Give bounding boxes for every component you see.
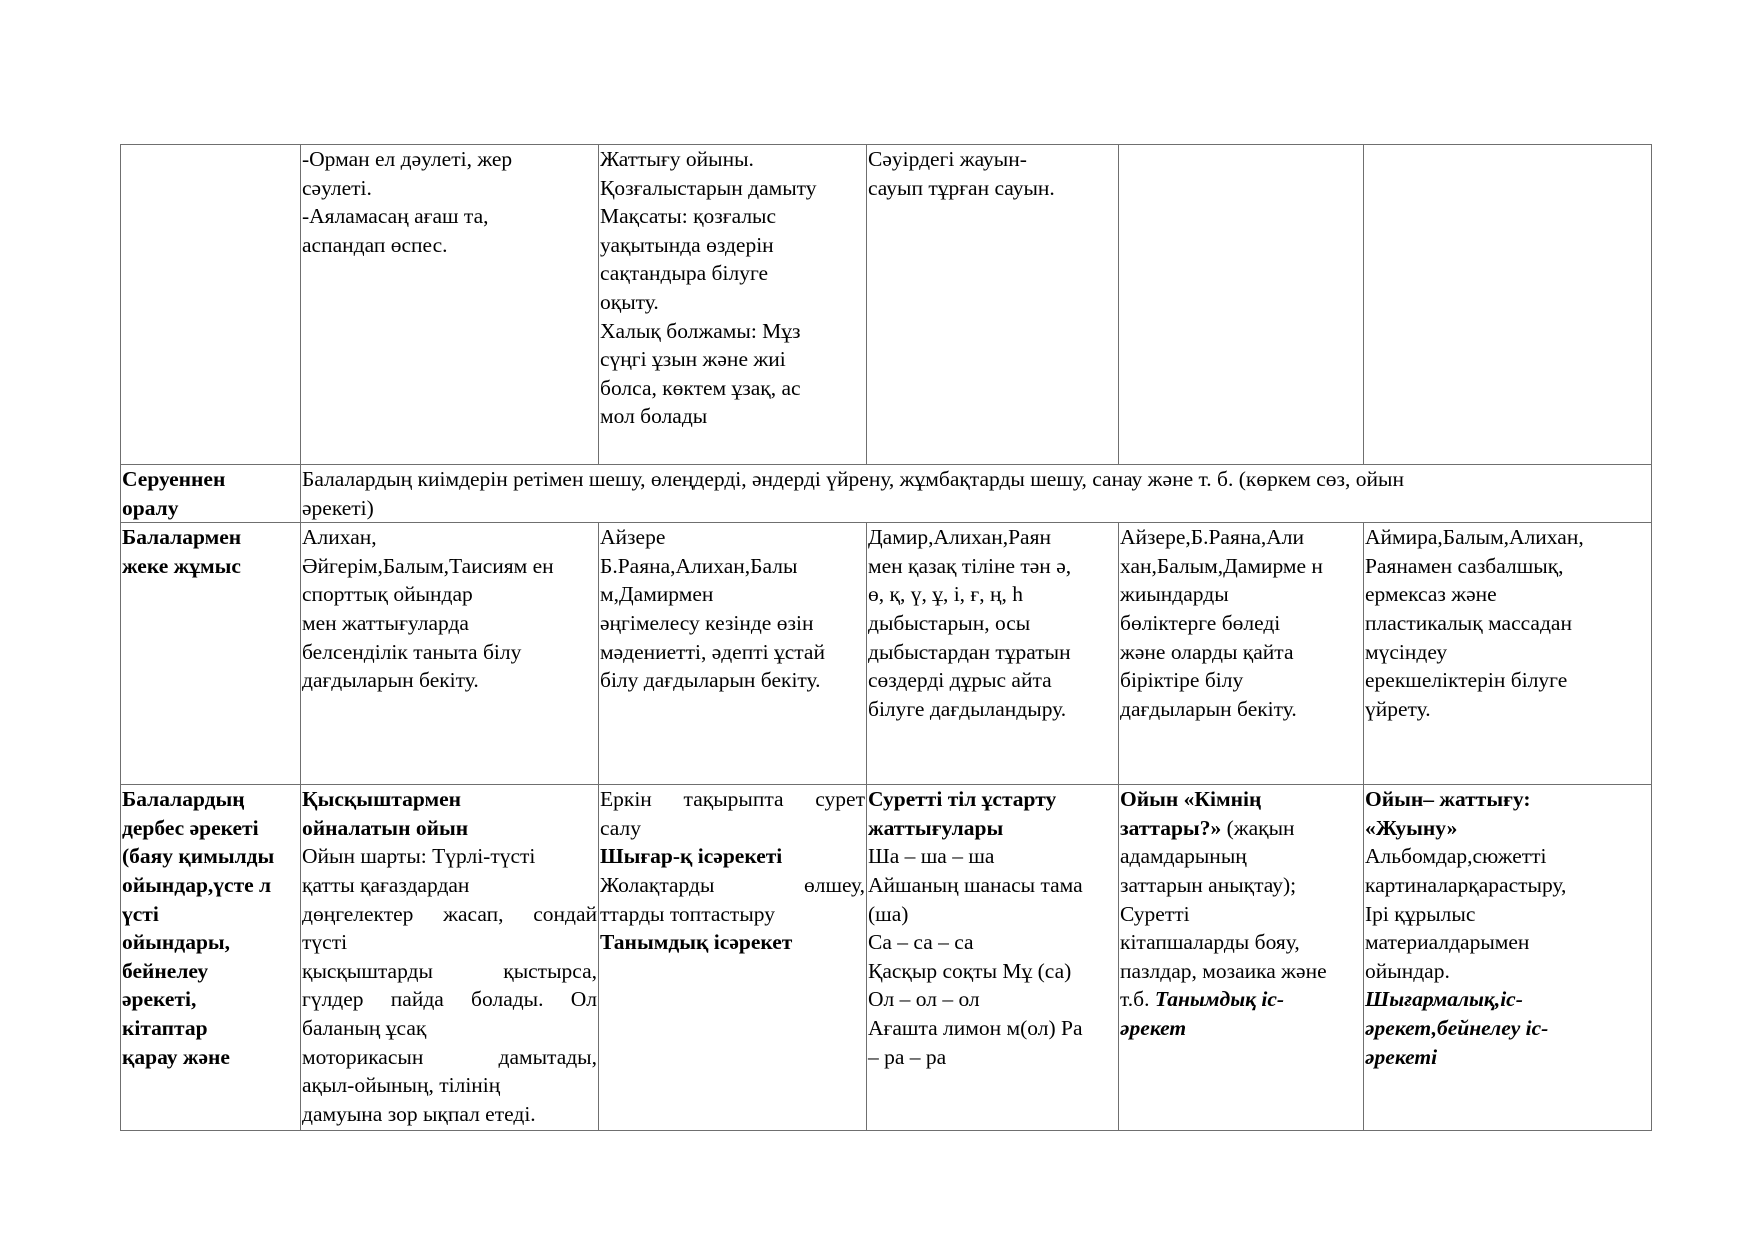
text-line: заттарын анықтау); bbox=[1120, 872, 1297, 897]
text-line: Жолақтарды өлшеу, bbox=[600, 872, 865, 897]
text-line: ойындар,үсте л bbox=[122, 872, 272, 897]
text-line: Алихан, bbox=[302, 525, 377, 550]
walk-empty-cell bbox=[1364, 145, 1652, 465]
text-line: білу дағдыларын бекіту. bbox=[600, 668, 821, 693]
text-line: Еркін тақырыпта сурет bbox=[600, 787, 865, 812]
walk-empty-cell bbox=[1119, 145, 1364, 465]
text-line: моторикасын дамытады, bbox=[302, 1044, 597, 1069]
activity-title: жаттығулары bbox=[868, 815, 1004, 840]
individual-tuesday-cell bbox=[599, 523, 867, 785]
walk-exercise-cell bbox=[599, 145, 867, 465]
text-line: Са – са – са bbox=[868, 930, 974, 955]
text-line: Айзере bbox=[600, 525, 666, 550]
walk-row bbox=[121, 145, 1652, 465]
text-line: уақытында өздерін bbox=[600, 232, 774, 257]
text-line: Қасқыр соқты Мұ (са) bbox=[868, 958, 1072, 983]
text-line: Сәуірдегі жауын- bbox=[868, 147, 1027, 171]
text-line: салу bbox=[600, 815, 642, 840]
text-line: жиындарды bbox=[1120, 582, 1229, 607]
text-line: қарау және bbox=[122, 1044, 230, 1069]
text-line: қысқыштарды қыстырса, bbox=[302, 958, 597, 983]
text-line: оқыту. bbox=[600, 289, 659, 314]
independent-monday-cell bbox=[301, 785, 599, 1131]
walk-riddle-cell bbox=[867, 145, 1119, 465]
text-line: (ша) bbox=[868, 901, 909, 926]
text-line: Б.Раяна,Алихан,Балы bbox=[600, 553, 798, 578]
walk-label-cell bbox=[121, 145, 301, 465]
text-line: -Аяламасаң ағаш та, bbox=[302, 204, 489, 229]
text-line: сақтандыра білуге bbox=[600, 261, 769, 286]
text-line: мәдениетті, әдепті ұстай bbox=[600, 639, 825, 664]
text-line: үсті bbox=[122, 901, 159, 926]
text-line: пластикалық массадан bbox=[1365, 610, 1572, 635]
text-line: дағдыларын бекіту. bbox=[302, 668, 479, 693]
activity-title: Танымдық ісәрекет bbox=[600, 930, 793, 955]
text-line: м,Дамирмен bbox=[600, 582, 714, 607]
text-line: адамдарының bbox=[1120, 844, 1247, 869]
text-line: спорттық ойындар bbox=[302, 582, 473, 607]
text-line: сауып тұрған сауын. bbox=[868, 175, 1055, 200]
text-line: Ағашта лимон м(ол) Ра bbox=[868, 1015, 1083, 1040]
return-label-cell bbox=[121, 465, 301, 523]
text-line: Аймира,Балым,Алихан, bbox=[1365, 525, 1584, 550]
text-line: Айшаның шанасы тама bbox=[868, 872, 1083, 897]
text-line: Жаттығу ойыны. bbox=[600, 147, 754, 171]
text-line: баланың ұсақ bbox=[302, 1015, 427, 1040]
text-line: Суретті bbox=[1120, 901, 1190, 926]
activity-title: Қысқыштармен bbox=[302, 787, 462, 812]
text-line: ерекшеліктерін білуге bbox=[1365, 668, 1568, 693]
text-line: Айзере,Б.Раяна,Али bbox=[1120, 525, 1305, 550]
text-line: мен қазақ тіліне тән ә, bbox=[868, 553, 1072, 578]
text-line: Дамир,Алихан,Раян bbox=[868, 525, 1051, 550]
text-line: оралу bbox=[122, 495, 179, 520]
text-line: дамуына зор ықпал етеді. bbox=[302, 1101, 536, 1126]
text-line: дағдыларын бекіту. bbox=[1120, 696, 1297, 721]
text-line: болса, көктем ұзақ, ас bbox=[600, 375, 801, 400]
text-line: Әйгерім,Балым,Таисиям ен bbox=[302, 553, 554, 578]
text-line: белсенділік таныта білу bbox=[302, 639, 522, 664]
text-line: Халық болжамы: Мұз bbox=[600, 318, 801, 343]
individual-monday-cell bbox=[301, 523, 599, 785]
text-line: қатты қағаздардан bbox=[302, 872, 470, 897]
individual-label-cell bbox=[121, 523, 301, 785]
text-line: ойындары, bbox=[122, 930, 231, 955]
text-line: Ол – ол – ол bbox=[868, 987, 980, 1012]
text-line: білуге дағдыландыру. bbox=[868, 696, 1067, 721]
independent-thursday-cell bbox=[1119, 785, 1364, 1131]
text-line: – ра – ра bbox=[868, 1044, 947, 1069]
text-line: бөліктерге бөледі bbox=[1120, 610, 1281, 635]
text-line: ө, қ, ү, ұ, і, ғ, ң, һ bbox=[868, 582, 1023, 607]
activity-title: ойналатын ойын bbox=[302, 815, 469, 840]
text-line: Балалармен bbox=[122, 525, 242, 550]
activity-type: Шығармалық,іс- bbox=[1365, 987, 1523, 1012]
text-line: т.б. bbox=[1120, 987, 1155, 1012]
text-line: сөздерді дұрыс айта bbox=[868, 668, 1052, 693]
individual-friday-cell bbox=[1364, 523, 1652, 785]
text-line: түсті bbox=[302, 930, 348, 955]
text-line: Ірі құрылыс bbox=[1365, 901, 1476, 926]
activity-title: Ойын «Кімнің bbox=[1120, 787, 1262, 812]
text-line: Балалардың bbox=[122, 787, 245, 812]
daily-plan-table bbox=[120, 144, 1652, 1131]
text-line: (баяу қимылды bbox=[122, 844, 275, 869]
activity-title: заттары?» bbox=[1120, 815, 1222, 840]
text-line: Мақсаты: қозғалыс bbox=[600, 204, 777, 229]
text-line: ақыл-ойының, тілінің bbox=[302, 1073, 501, 1098]
text-line: және оларды қайта bbox=[1120, 639, 1294, 664]
text-line: сәулеті. bbox=[302, 175, 372, 200]
text-line: Ойын шарты: Түрлі-түсті bbox=[302, 844, 536, 869]
text-line: материалдарымен bbox=[1365, 930, 1530, 955]
independent-tuesday-cell bbox=[599, 785, 867, 1131]
text-line: кітапшаларды бояу, bbox=[1120, 930, 1300, 955]
text-line: мүсіндеу bbox=[1365, 639, 1448, 664]
independent-activity-row bbox=[121, 785, 1652, 1131]
text-line: әңгімелесу кезінде өзін bbox=[600, 610, 814, 635]
text-line: ойындар. bbox=[1365, 958, 1450, 983]
text-line: аспандап өспес. bbox=[302, 232, 448, 257]
text-line: жеке жұмыс bbox=[122, 553, 241, 578]
text-line: пазлдар, мозаика және bbox=[1120, 958, 1327, 983]
text-line: үйрету. bbox=[1365, 696, 1431, 721]
text-line: дөңгелектер жасап, сондай bbox=[302, 901, 597, 926]
text-line: Қозғалыстарын дамыту bbox=[600, 175, 817, 200]
text-line: ттарды топтастыру bbox=[600, 901, 775, 926]
text-line: дыбыстарын, осы bbox=[868, 610, 1031, 635]
return-text-cell bbox=[301, 465, 1652, 523]
text-line: (жақын bbox=[1221, 815, 1295, 840]
text-line: дербес әрекеті bbox=[122, 815, 259, 840]
text-line: Серуеннен bbox=[122, 467, 226, 491]
independent-friday-cell bbox=[1364, 785, 1652, 1131]
activity-title: Ойын– жаттығу: bbox=[1365, 787, 1531, 812]
text-line: кітаптар bbox=[122, 1015, 208, 1040]
activity-type: әрекет,бейнелеу іс- bbox=[1365, 1015, 1549, 1040]
text-line: біріктіре білу bbox=[1120, 668, 1244, 693]
text-line: мол болады bbox=[600, 404, 708, 429]
activity-type: әрекет bbox=[1120, 1015, 1187, 1040]
text-line: гүлдер пайда болады. Ол bbox=[302, 987, 597, 1012]
text-line: картиналарқарастыру, bbox=[1365, 872, 1567, 897]
text-line: әрекеті) bbox=[302, 495, 374, 520]
text-line: Раянамен сазбалшық, bbox=[1365, 553, 1564, 578]
text-line: ермексаз және bbox=[1365, 582, 1497, 607]
text-line: Альбомдар,сюжетті bbox=[1365, 844, 1547, 869]
activity-title: Шығар-қ ісәрекеті bbox=[600, 844, 783, 869]
activity-type: әрекеті bbox=[1365, 1044, 1438, 1069]
individual-work-row bbox=[121, 523, 1652, 785]
walk-proverbs-cell bbox=[301, 145, 599, 465]
activity-title: Суретті тіл ұстарту bbox=[868, 787, 1057, 812]
text-line: мен жаттығуларда bbox=[302, 610, 469, 635]
text-line: бейнелеу bbox=[122, 958, 209, 983]
individual-thursday-cell bbox=[1119, 523, 1364, 785]
independent-label-cell bbox=[121, 785, 301, 1131]
activity-type: Танымдық іс- bbox=[1154, 987, 1285, 1012]
text-line: Балалардың киімдерін ретімен шешу, өлеңдерді, әндерді үйрену, жұмбақтарды шешу, санау және т. б. (көркем сөз, ойын bbox=[302, 467, 1404, 491]
activity-title: «Жуыну» bbox=[1365, 815, 1458, 840]
individual-wednesday-cell bbox=[867, 523, 1119, 785]
independent-wednesday-cell bbox=[867, 785, 1119, 1131]
return-row bbox=[121, 465, 1652, 523]
text-line: әрекеті, bbox=[122, 987, 197, 1012]
text-line: Ша – ша – ша bbox=[868, 844, 995, 869]
text-line: сүңгі ұзын және жиі bbox=[600, 347, 786, 372]
text-line: хан,Балым,Дамирме н bbox=[1120, 553, 1323, 578]
text-line: дыбыстардан тұратын bbox=[868, 639, 1071, 664]
text-line: -Орман ел дәулеті, жер bbox=[302, 147, 513, 171]
